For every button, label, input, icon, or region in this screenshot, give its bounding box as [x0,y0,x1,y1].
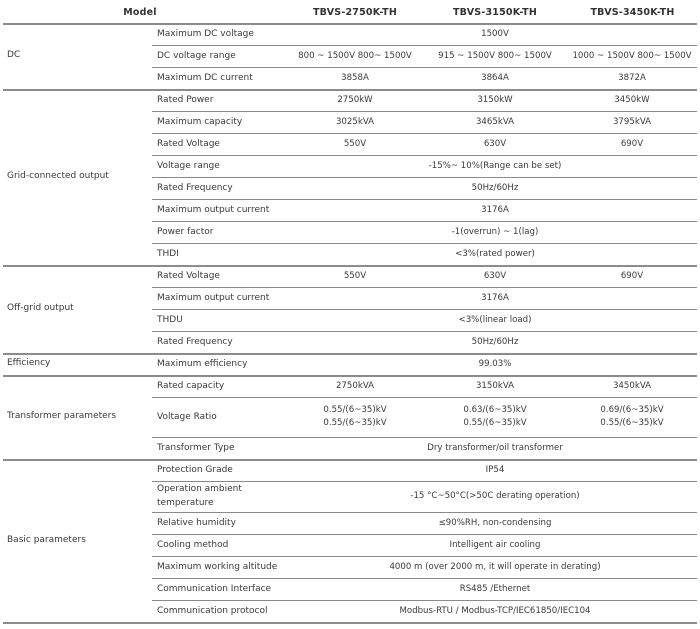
parameter-label: Rated Power [157,95,214,105]
spec-value: 3450kW [614,94,650,105]
spec-value: Intelligent air cooling [449,539,541,550]
parameter-label: Maximum DC voltage [157,29,254,39]
spec-value-line: 0.63/(6~35)kV [463,405,527,415]
spec-value: 630V [483,138,507,149]
row-divider [152,155,697,156]
spec-value-line: 0.55/(6~35)kV [600,418,664,428]
spec-value: 2750kVA [335,380,375,391]
spec-value: <3%(rated power) [455,248,535,259]
section-divider [3,265,697,267]
parameter-label: Rated Frequency [157,183,233,193]
section-divider [3,375,697,377]
row-divider [152,534,697,535]
section-divider [3,89,697,91]
row-divider [152,287,697,288]
spec-value [425,404,565,430]
category-label: DC [7,50,21,60]
parameter-label: Maximum output current [157,205,270,215]
spec-value: 690V [620,138,644,149]
category-label: Transformer parameters [7,411,117,421]
row-divider [152,556,697,557]
spec-value: Dry transformer/oil transformer [427,442,563,453]
spec-value: 3176A [481,292,509,303]
parameter-label: Rated capacity [157,381,225,391]
parameter-label: Transformer Type [157,443,235,453]
spec-value-line: 0.55/(6~35)kV [323,405,387,415]
section-divider [3,622,697,624]
section-divider [3,459,697,461]
category-label: Basic parameters [7,534,86,545]
parameter-label: Maximum working altitude [157,562,278,572]
spec-value: 800 ~ 1500V 800~ 1500V [298,50,412,61]
spec-value-line: 0.69/(6~35)kV [600,405,664,415]
section-divider [3,353,697,355]
spec-value: 3795kVA [612,116,652,127]
row-divider [152,512,697,513]
row-divider [152,133,697,134]
spec-value: 99.03% [478,358,512,369]
spec-value: 2750kW [337,94,373,105]
parameter-label: Maximum efficiency [157,359,248,369]
spec-value: IP54 [485,464,505,475]
spec-value [562,404,700,430]
row-divider [152,111,697,112]
spec-value: Modbus-RTU / Modbus-TCP/IEC61850/IEC104 [399,605,591,616]
row-divider [152,67,697,68]
model-column-1: TBVS-2750K-TH [312,7,398,18]
spec-value: 3465kVA [475,116,515,127]
spec-value: 3176A [481,204,509,215]
spec-value: -15%~ 10%(Range can be set) [428,160,562,171]
spec-value: -1(overrun) ~ 1(lag) [451,226,539,237]
spec-value: 550V [343,270,367,281]
spec-value: 690V [620,270,644,281]
spec-value: 50Hz/60Hz [471,336,519,347]
spec-value: 3858A [341,72,369,83]
row-divider [152,45,697,46]
parameter-label-line: temperature [157,497,214,508]
spec-value: -15 °C~50°C(>50C derating operation) [410,491,580,501]
category-label: Off-grid output [7,303,74,313]
parameter-label: Rated Frequency [157,337,233,347]
row-divider [152,177,697,178]
row-divider [152,578,697,579]
category-label: Efficiency [7,358,51,368]
model-column-3: TBVS-3450K-TH [590,7,675,18]
spec-value: 50Hz/60Hz [471,182,519,193]
row-divider [152,309,697,310]
parameter-label: Cooling method [157,540,229,550]
spec-value: RS485 /Ethernet [459,583,531,594]
parameter-label: Voltage Ratio [157,412,217,422]
section-divider [3,23,697,25]
spec-value: 3864A [481,72,509,83]
spec-value: 915 ~ 1500V 800~ 1500V [438,50,552,61]
spec-value: ≤90%RH, non-condensing [438,517,552,528]
model-column-2: TBVS-3150K-TH [452,7,538,18]
parameter-label: Relative humidity [157,518,236,528]
spec-value-line: 0.55/(6~35)kV [323,418,387,428]
category-label: Grid-connected output [7,171,109,181]
parameter-label: Maximum capacity [157,117,243,127]
spec-value: 1500V [481,28,509,39]
spec-value: 3450kVA [612,380,652,391]
parameter-label: Communication Interface [157,584,272,594]
table-header [0,0,700,24]
parameter-label [157,482,242,510]
spec-value: 630V [483,270,507,281]
spec-value: 1000 ~ 1500V 800~ 1500V [572,50,692,61]
parameter-label: THDI [157,249,179,259]
parameter-label-line: Operation ambient [157,483,242,494]
spec-value [285,404,425,430]
row-divider [152,397,697,398]
parameter-label: THDU [157,315,183,325]
parameter-label: Communication protocol [157,606,268,616]
row-divider [152,331,697,332]
spec-value: 550V [343,138,367,149]
row-divider [152,600,697,601]
spec-value: 3025kVA [335,116,375,127]
spec-value-line: 0.55/(6~35)kV [463,418,527,428]
row-divider [152,437,697,438]
parameter-label: Rated Voltage [157,271,220,281]
spec-value: 4000 m (over 2000 m, it will operate in derating) [389,561,601,572]
spec-value: 3150kW [477,94,513,105]
parameter-label: Maximum output current [157,293,270,303]
spec-value: 3150kVA [475,380,515,391]
row-divider [152,243,697,244]
model-header: Model [123,7,157,18]
row-divider [152,221,697,222]
parameter-label: DC voltage range [157,51,236,61]
parameter-label: Maximum DC current [157,73,253,83]
row-divider [152,199,697,200]
parameter-label: Rated Voltage [157,139,220,149]
parameter-label: Voltage range [157,161,220,171]
parameter-label: Power factor [157,227,214,237]
parameter-label: Protection Grade [157,465,233,475]
spec-value: <3%(linear load) [458,314,532,325]
spec-value: 3872A [618,72,646,83]
